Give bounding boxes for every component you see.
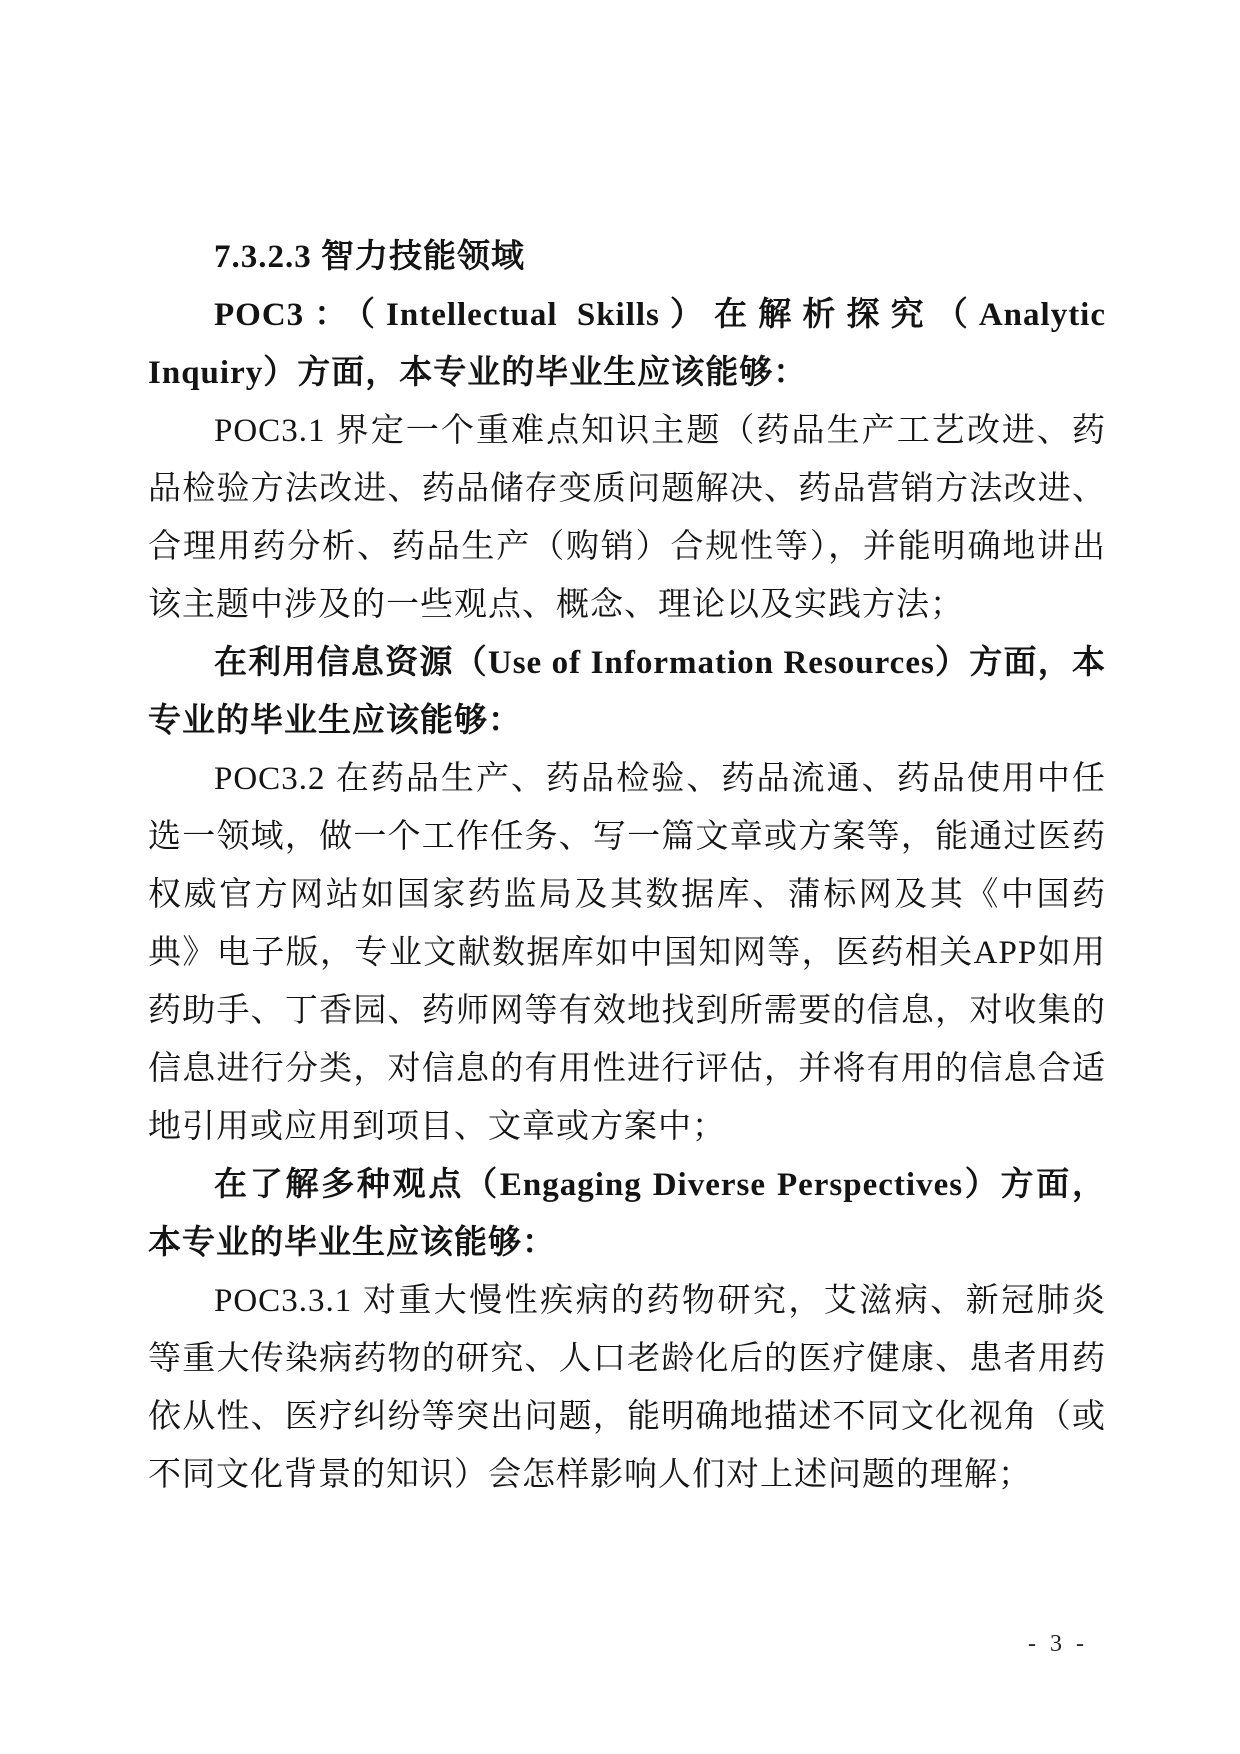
page-number: - 3 - — [1028, 1631, 1088, 1657]
section-heading: 7.3.2.3 智力技能领域 — [214, 239, 525, 275]
paragraph-poc3-intro: POC3：（Intellectual Skills）在解析探究（Analytic Inquiry）方面，本专业的毕业生应该能够： — [148, 297, 1106, 391]
paragraph-use-of-information-resources-intro: 在利用信息资源（Use of Information Resources）方面，本专业的毕业生应该能够： — [148, 645, 1106, 739]
document-body — [148, 228, 1106, 1504]
paragraph-engaging-diverse-perspectives-intro: 在了解多种观点（Engaging Diverse Perspectives）方面，本专业的毕业生应该能够： — [148, 1167, 1106, 1261]
paragraph-poc3-1: POC3.1 界定一个重难点知识主题（药品生产工艺改进、药品检验方法改进、药品储存变质问题解决、药品营销方法改进、合理用药分析、药品生产（购销）合规性等），并能明确地讲出该主题中涉及的一些观点、概念、理论以及实践方法； — [148, 413, 1106, 623]
paragraph-poc3-2: POC3.2 在药品生产、药品检验、药品流通、药品使用中任选一领域，做一个工作任务、写一篇文章或方案等，能通过医药权威官方网站如国家药监局及其数据库、蒲标网及其《中国药典》电子版，专业文献数据库如中国知网等，医药相关APP如用药助手、丁香园、药师网等有效地找到所需要的信息，对收集的信息进行分类，对信息的有用性进行评估，并将有用的信息合适地引用或应用到项目、文章或方案中； — [148, 761, 1106, 1145]
paragraph-poc3-3-1: POC3.3.1 对重大慢性疾病的药物研究，艾滋病、新冠肺炎等重大传染病药物的研究、人口老龄化后的医疗健康、患者用药依从性、医疗纠纷等突出问题，能明确地描述不同文化视角（或不同文化背景的知识）会怎样影响人们对上述问题的理解； — [148, 1283, 1106, 1493]
